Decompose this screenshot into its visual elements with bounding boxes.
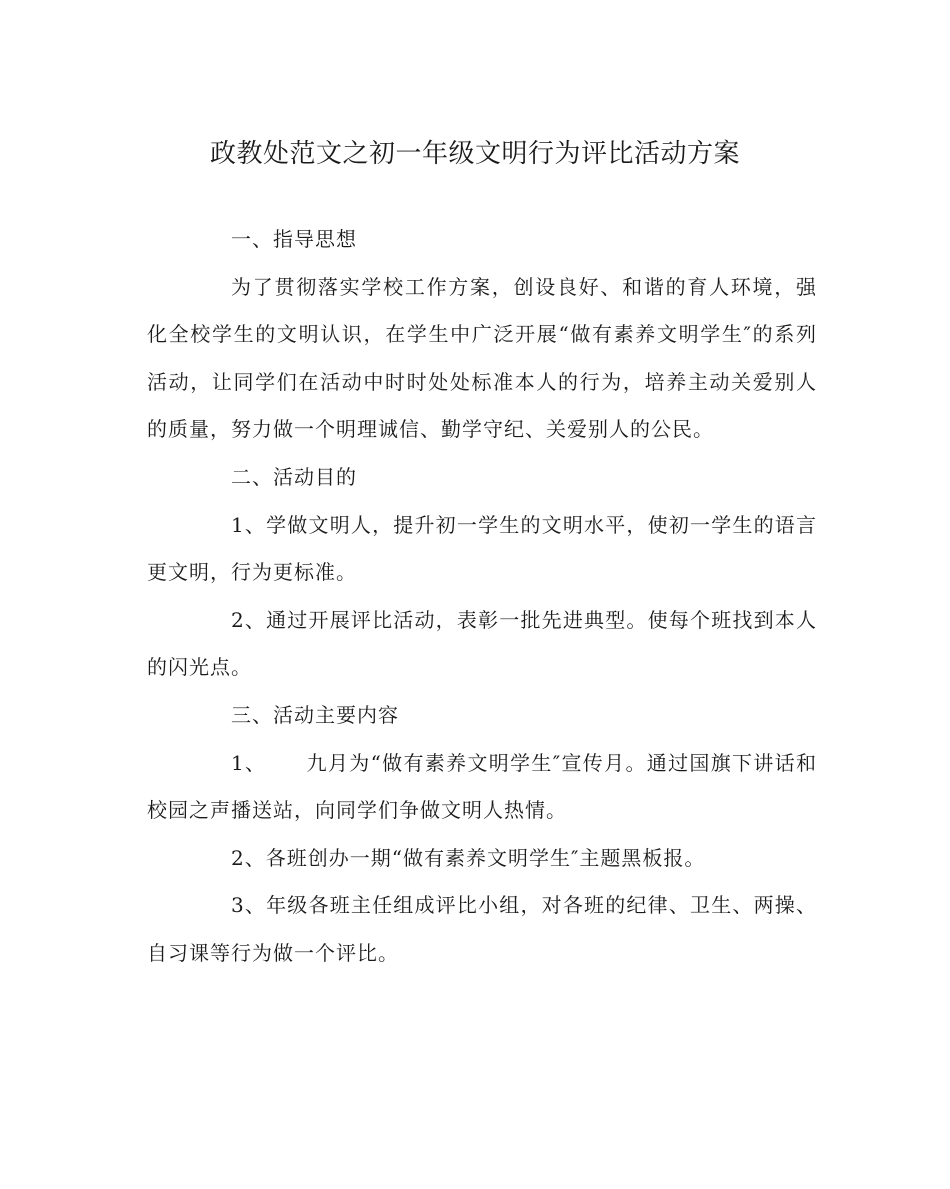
paragraph-content-2: 2、各班创办一期“做有素养文明学生″主题黑板报。 xyxy=(231,845,706,870)
document-title: 政教处范文之初一年级文明行为评比活动方案 xyxy=(209,139,740,169)
paragraph-guiding-thought: 为了贯彻落实学校工作方案，创设良好、和谐的育人环境，强化全校学生的文明认识，在学生中广泛开展“做有素养文明学生″的系列活动，让同学们在活动中时时处处标准本人的行为，培养主动关爱别人的质量，努力做一个明理诚信、勤学守纪、关爱别人的公民。 xyxy=(147,274,817,442)
paragraph-content-1 xyxy=(147,740,817,835)
paragraph-purpose-1: 1、学做文明人，提升初一学生的文明水平，使初一学生的语言更文明，行为更标准。 xyxy=(147,512,817,585)
paragraph-content-1-text: 九月为“做有素养文明学生″宣传月。通过国旗下讲话和校园之声播送站，向同学们争做文明人热情。 xyxy=(147,750,817,823)
section-heading-main-content: 三、活动主要内容 xyxy=(231,702,399,727)
section-heading-guiding-thought: 一、指导思想 xyxy=(231,227,357,251)
paragraph-purpose-2: 2、通过开展评比活动，表彰一批先进典型。使每个班找到本人的闪光点。 xyxy=(147,607,817,680)
paragraph-content-1-number: 1、 xyxy=(231,750,267,775)
section-heading-purpose: 二、活动目的 xyxy=(231,464,357,489)
document-body xyxy=(147,216,817,978)
paragraph-content-3: 3、年级各班主任组成评比小组，对各班的纪律、卫生、两操、自习课等行为做一个评比。 xyxy=(147,893,817,965)
